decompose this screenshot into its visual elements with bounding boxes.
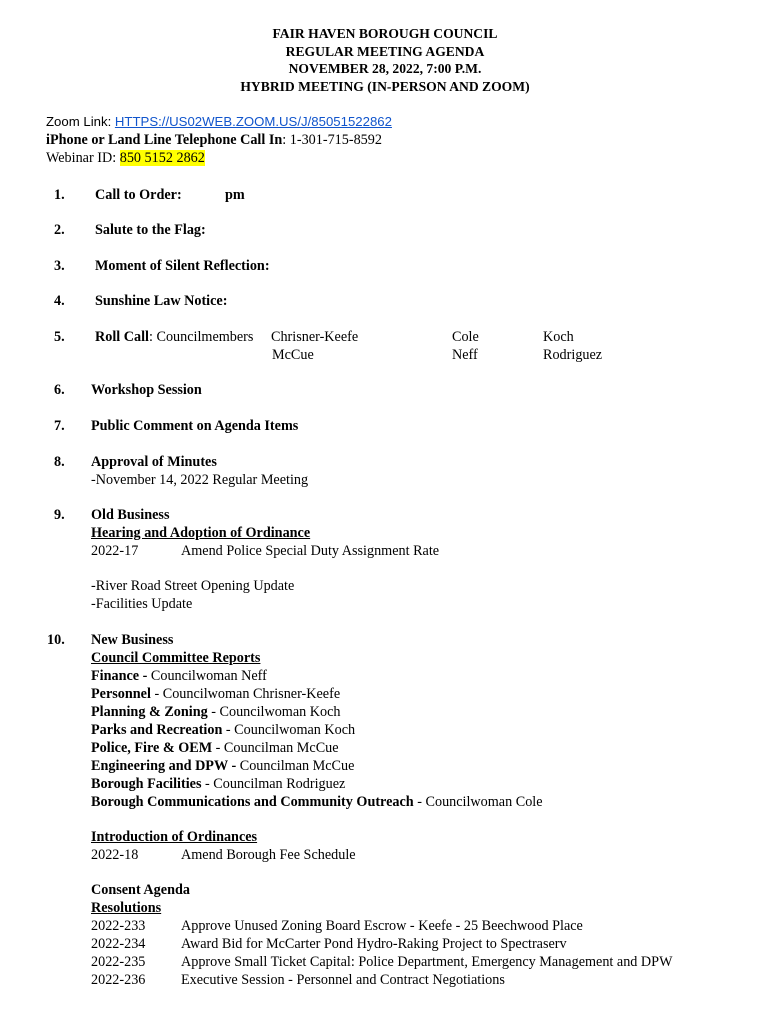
committee-member: Councilwoman Neff xyxy=(147,668,267,684)
resolution-desc: Approve Unused Zoning Board Escrow - Keefe - 25 Beechwood Place xyxy=(181,918,583,934)
webinar-id: 850 5152 2862 xyxy=(119,150,205,166)
roll-call-label: Roll Call xyxy=(95,329,149,345)
item-9-number: 9. xyxy=(54,507,65,523)
roll-call-member: Rodriguez xyxy=(543,347,603,363)
resolution-row xyxy=(91,971,751,989)
committee-heading: Council Committee Reports xyxy=(91,650,261,666)
item-6-number: 6. xyxy=(54,382,65,398)
header-line-3: NOVEMBER 28, 2022, 7:00 P.M. xyxy=(288,61,482,76)
roll-call-member: Koch xyxy=(543,329,574,345)
resolution-desc: Approve Small Ticket Capital: Police Department, Emergency Management and DPW xyxy=(181,954,673,970)
intro-heading: Introduction of Ordinances xyxy=(91,829,258,845)
committee-line xyxy=(91,685,751,703)
resolution-code: 2022-233 xyxy=(91,918,146,934)
item-9-block xyxy=(91,506,711,613)
item-6-label: Workshop Session xyxy=(91,382,202,398)
item-3-label: Moment of Silent Reflection: xyxy=(95,258,270,274)
item-1-extra: pm xyxy=(225,187,245,203)
item-9-subheading: Hearing and Adoption of Ordinance xyxy=(91,525,311,541)
roll-call-member: Cole xyxy=(452,329,479,345)
committee-line xyxy=(91,739,751,757)
consent-heading: Consent Agenda xyxy=(91,882,190,898)
item-8-sub: -November 14, 2022 Regular Meeting xyxy=(91,472,309,488)
committee-line xyxy=(91,757,751,775)
webinar-label: Webinar ID: xyxy=(46,150,120,166)
committee-member: - Councilwoman Koch xyxy=(207,704,341,720)
header-line-4: HYBRID MEETING (IN-PERSON AND ZOOM) xyxy=(240,78,530,94)
header-line-1: FAIR HAVEN BOROUGH COUNCIL xyxy=(272,26,498,41)
roll-call-line xyxy=(95,328,253,346)
committee-line xyxy=(91,667,751,685)
committee-member: - Councilwoman Koch xyxy=(222,722,356,738)
roll-call-member: McCue xyxy=(272,347,314,363)
intro-desc: Amend Borough Fee Schedule xyxy=(181,847,356,863)
item-5-number: 5. xyxy=(54,329,65,345)
item-1-number: 1. xyxy=(54,187,65,203)
resolution-row xyxy=(91,935,751,953)
resolutions-heading: Resolutions xyxy=(91,900,162,916)
resolution-code: 2022-235 xyxy=(91,954,146,970)
committee-name: Personnel xyxy=(91,686,151,702)
committee-name: Parks and Recreation xyxy=(91,722,223,738)
committee-name: Borough Facilities xyxy=(91,776,202,792)
intro-code: 2022-18 xyxy=(91,847,139,863)
committee-member: Councilman McCue xyxy=(236,758,355,774)
item-10-number: 10. xyxy=(47,632,65,648)
item-10-label: New Business xyxy=(91,632,174,648)
resolution-row xyxy=(91,953,751,971)
committee-member: - Councilwoman Chrisner-Keefe xyxy=(150,686,341,702)
resolution-row xyxy=(91,917,751,935)
item-2-label: Salute to the Flag: xyxy=(95,222,206,238)
resolution-code: 2022-234 xyxy=(91,936,146,952)
committee-member: - Councilman Rodriguez xyxy=(201,776,346,792)
zoom-link-label: Zoom Link: xyxy=(46,114,115,129)
resolution-code: 2022-236 xyxy=(91,972,146,988)
committee-member: - Councilwoman Cole xyxy=(413,794,543,810)
committee-line xyxy=(91,793,751,811)
item-10-block xyxy=(91,631,751,989)
item-8-block xyxy=(91,453,308,489)
update-line: -River Road Street Opening Update xyxy=(91,578,295,594)
item-3-number: 3. xyxy=(54,258,65,274)
roll-call-member: Neff xyxy=(452,347,478,363)
intro-ordinance-row xyxy=(91,846,751,864)
item-8-number: 8. xyxy=(54,454,65,470)
ordinance-desc: Amend Police Special Duty Assignment Rate xyxy=(181,543,440,559)
item-2-number: 2. xyxy=(54,222,65,238)
roll-call-councilmembers: : Councilmembers xyxy=(149,329,254,345)
update-line: -Facilities Update xyxy=(91,596,193,612)
committee-name: Planning & Zoning xyxy=(91,704,208,720)
resolution-desc: Executive Session - Personnel and Contract Negotiations xyxy=(181,972,505,988)
committee-name: Borough Communications and Community Outreach xyxy=(91,794,414,810)
roll-call-member: Chrisner-Keefe xyxy=(271,329,359,345)
phone-label: iPhone or Land Line Telephone Call In xyxy=(46,132,283,148)
header-line-2: REGULAR MEETING AGENDA xyxy=(285,43,485,59)
phone-number: : 1-301-715-8592 xyxy=(282,132,382,148)
zoom-info xyxy=(46,113,392,167)
item-4-label: Sunshine Law Notice: xyxy=(95,293,228,309)
item-9-label: Old Business xyxy=(91,507,170,523)
committee-name: Engineering and DPW - xyxy=(91,758,237,774)
committee-name: Finance - xyxy=(91,668,148,684)
committee-line xyxy=(91,703,751,721)
item-4-number: 4. xyxy=(54,293,65,309)
item-1-label: Call to Order: xyxy=(95,187,182,203)
item-7-number: 7. xyxy=(54,418,65,434)
agenda-header xyxy=(0,25,770,95)
item-7-label: Public Comment on Agenda Items xyxy=(91,418,299,434)
ordinance-row xyxy=(91,542,711,560)
ordinance-code: 2022-17 xyxy=(91,543,139,559)
committee-name: Police, Fire & OEM xyxy=(91,740,213,756)
committee-line xyxy=(91,721,751,739)
resolution-desc: Award Bid for McCarter Pond Hydro-Raking Project to Spectraserv xyxy=(181,936,567,952)
committee-member: - Councilman McCue xyxy=(212,740,339,756)
zoom-link[interactable]: HTTPS://US02WEB.ZOOM.US/J/85051522862 xyxy=(114,114,392,129)
item-8-label: Approval of Minutes xyxy=(91,454,217,470)
committee-line xyxy=(91,775,751,793)
